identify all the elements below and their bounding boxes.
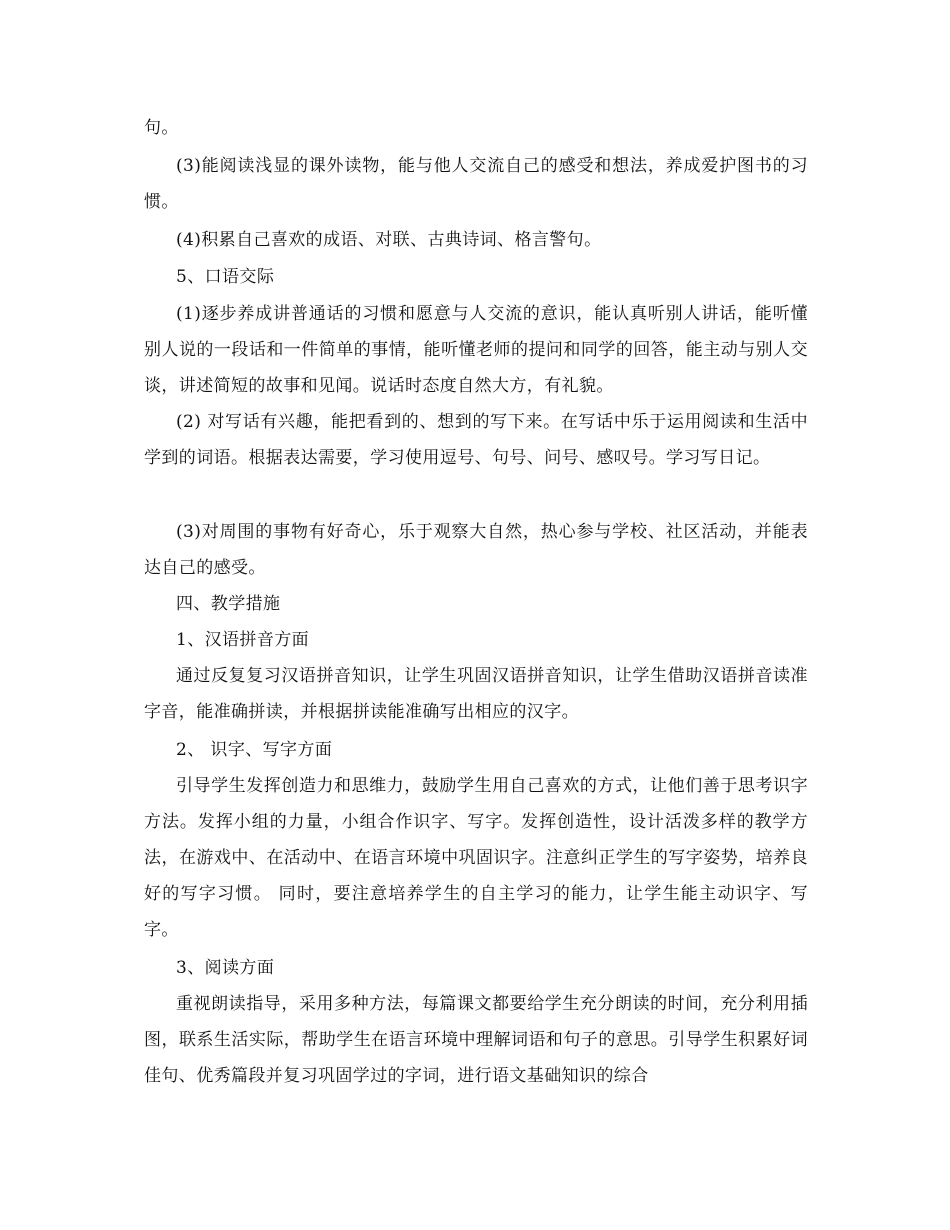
paragraph-continuation: 句。 (144, 118, 179, 138)
paragraph-oral-2: (2) 对写话有兴趣，能把看到的、想到的写下来。在写话中乐于运用阅读和生活中学到的词语。根据表达需要，学习使用逗号、句号、问号、感叹号。学习写日记。 (144, 412, 808, 468)
paragraph-literacy-writing: 引导学生发挥创造力和思维力，鼓励学生用自己喜欢的方式，让他们善于思考识字方法。发挥小组的力量，小组合作识字、写字。发挥创造性，设计活泼多样的教学方法，在游戏中、在活动中、在语言环境中巩固识字。注意纠正学生的写字姿势，培养良好的写字习惯。 同时，要注意培养学生的自主学习的能力，让学生能主动识字、写字。 (144, 776, 808, 940)
paragraph-oral-3: (3)对周围的事物有好奇心，乐于观察大自然，热心参与学校、社区活动，并能表达自己的感受。 (144, 522, 808, 578)
paragraph-reading-4: (4)积累自己喜欢的成语、对联、古典诗词、格言警句。 (176, 230, 602, 250)
heading-oral-communication: 5、口语交际 (176, 267, 275, 287)
heading-teaching-measures: 四、教学措施 (176, 594, 281, 614)
paragraph-reading: 重视朗读指导，采用多种方法，每篇课文都要给学生充分朗读的时间，充分利用插图，联系生活实际，帮助学生在语言环境中理解词语和句子的意思。引导学生积累好词佳句、优秀篇段并复习巩固学过的字词，进行语文基础知识的综合 (144, 994, 808, 1086)
paragraph-pinyin: 通过反复复习汉语拼音知识，让学生巩固汉语拼音知识，让学生借助汉语拼音读准字音，能准确拼读，并根据拼读能准确写出相应的汉字。 (144, 666, 808, 722)
paragraph-oral-1: (1)逐步养成讲普通话的习惯和愿意与人交流的意识，能认真听别人讲话，能听懂别人说的一段话和一件简单的事情，能听懂老师的提问和同学的回答，能主动与别人交谈，讲述简短的故事和见闻。说话时态度自然大方，有礼貌。 (144, 304, 808, 396)
paragraph-reading-3: (3)能阅读浅显的课外读物，能与他人交流自己的感受和想法，养成爱护图书的习惯。 (144, 156, 808, 212)
heading-pinyin: 1、汉语拼音方面 (176, 630, 310, 650)
heading-reading: 3、阅读方面 (176, 958, 275, 978)
heading-literacy-writing: 2、 识字、写字方面 (176, 740, 333, 760)
